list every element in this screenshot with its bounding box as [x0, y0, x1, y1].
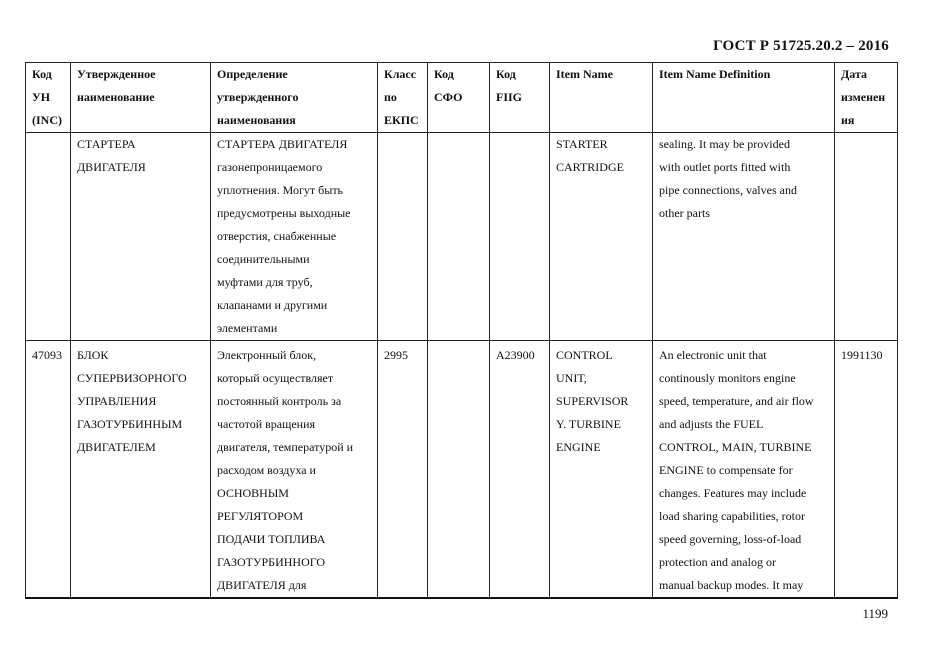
cell-line: отверстия, снабженные [217, 229, 337, 243]
header-line: Определение [217, 67, 288, 81]
cell-fiig [490, 133, 550, 341]
cell-line: постоянный контроль за [217, 394, 342, 408]
cell-line: CARTRIDGE [556, 160, 624, 174]
header-class [378, 63, 428, 133]
cell-class [378, 341, 428, 599]
cell-line: speed, temperature, and air flow [659, 394, 814, 408]
header-fiig [490, 63, 550, 133]
header-line: ия [841, 113, 855, 127]
header-date [835, 63, 898, 133]
table-row [26, 133, 898, 341]
cell-date [835, 341, 898, 599]
cell-line: 2995 [384, 348, 408, 362]
cell-line: УПРАВЛЕНИЯ [77, 394, 157, 408]
cell-sfo [428, 341, 490, 599]
nomenclature-table [25, 62, 898, 599]
cell-definition [211, 341, 378, 599]
cell-line: CONTROL, MAIN, TURBINE [659, 440, 812, 454]
header-line: Код [496, 67, 516, 81]
header-line: FIIG [496, 90, 523, 104]
cell-line: расходом воздуха и [217, 463, 316, 477]
cell-fiig [490, 341, 550, 599]
cell-line: other parts [659, 206, 710, 220]
cell-approved-name [71, 133, 211, 341]
header-line: Код [434, 67, 454, 81]
cell-line: A23900 [496, 348, 535, 362]
cell-line: СТАРТЕРА ДВИГАТЕЛЯ [217, 137, 348, 151]
cell-line: pipe connections, valves and [659, 183, 797, 197]
cell-line: муфтами для труб, [217, 275, 313, 289]
cell-line: manual backup modes. It may [659, 578, 804, 592]
cell-line: with outlet ports fitted with [659, 160, 791, 174]
cell-definition [211, 133, 378, 341]
cell-line: уплотнения. Могут быть [217, 183, 344, 197]
cell-line: CONTROL [556, 348, 613, 362]
header-line: по [384, 90, 397, 104]
cell-line: ДВИГАТЕЛЯ для [217, 578, 307, 592]
header-sfo [428, 63, 490, 133]
cell-approved-name [71, 341, 211, 599]
cell-line: ОСНОВНЫМ [217, 486, 289, 500]
header-line: утвержденного [217, 90, 299, 104]
header-line: изменен [841, 90, 886, 104]
cell-line: СТАРТЕРА [77, 137, 136, 151]
header-line: Дата [841, 67, 867, 81]
cell-line: continously monitors engine [659, 371, 796, 385]
cell-line: БЛОК [77, 348, 109, 362]
cell-line: Электронный блок, [217, 348, 317, 362]
header-line: Item Name Definition [659, 67, 771, 81]
cell-line: который осуществляет [217, 371, 334, 385]
cell-line: 1991130 [841, 348, 883, 362]
cell-line: предусмотрены выходные [217, 206, 351, 220]
header-line: Item Name [556, 67, 613, 81]
cell-line: changes. Features may include [659, 486, 807, 500]
cell-item-definition [653, 341, 835, 599]
cell-line: Y. TURBINE [556, 417, 621, 431]
cell-line: sealing. It may be provided [659, 137, 790, 151]
header-line: наименования [217, 113, 296, 127]
header-line: Класс [384, 67, 417, 81]
cell-line: частотой вращения [217, 417, 316, 431]
cell-line: ENGINE [556, 440, 601, 454]
cell-line: 47093 [32, 348, 62, 362]
cell-line: STARTER [556, 137, 608, 151]
cell-inc [26, 133, 71, 341]
header-line: ЕКПС [384, 113, 419, 127]
cell-line: клапанами и другими [217, 298, 328, 312]
header-line: Утвержденное [77, 67, 156, 81]
cell-item-name [550, 133, 653, 341]
cell-inc [26, 341, 71, 599]
document-code: ГОСТ Р 51725.20.2 – 2016 [713, 38, 889, 54]
cell-line: protection and analog or [659, 555, 776, 569]
header-inc [26, 63, 71, 133]
cell-line: РЕГУЛЯТОРОМ [217, 509, 304, 523]
cell-line: ENGINE to compensate for [659, 463, 793, 477]
cell-line: газонепроницаемого [217, 160, 323, 174]
cell-line: ГАЗОТУРБИННОГО [217, 555, 326, 569]
cell-class [378, 133, 428, 341]
cell-line: UNIT, [556, 371, 587, 385]
header-line: (INC) [32, 113, 62, 127]
cell-line: соединительными [217, 252, 310, 266]
cell-line: ДВИГАТЕЛЯ [77, 160, 146, 174]
header-item-definition [653, 63, 835, 133]
cell-sfo [428, 133, 490, 341]
cell-line: элементами [217, 321, 278, 335]
cell-item-definition [653, 133, 835, 341]
cell-line: An electronic unit that [659, 348, 767, 362]
table-row [26, 341, 898, 599]
table-header-row [26, 63, 898, 133]
cell-line: СУПЕРВИЗОРНОГО [77, 371, 187, 385]
header-line: Код [32, 67, 52, 81]
cell-line: ДВИГАТЕЛЕМ [77, 440, 156, 454]
header-line: СФО [434, 90, 463, 104]
cell-item-name [550, 341, 653, 599]
cell-line: ГАЗОТУРБИННЫМ [77, 417, 183, 431]
page-number: 1199 [862, 606, 888, 621]
header-line: УН [32, 90, 51, 104]
cell-line: speed governing, loss-of-load [659, 532, 802, 546]
cell-line: двигателя, температурой и [217, 440, 354, 454]
header-item-name [550, 63, 653, 133]
cell-line: load sharing capabilities, rotor [659, 509, 805, 523]
cell-line: SUPERVISOR [556, 394, 629, 408]
cell-date [835, 133, 898, 341]
header-approved-name [71, 63, 211, 133]
header-definition [211, 63, 378, 133]
cell-line: and adjusts the FUEL [659, 417, 764, 431]
cell-line: ПОДАЧИ ТОПЛИВА [217, 532, 326, 546]
header-line: наименование [77, 90, 155, 104]
